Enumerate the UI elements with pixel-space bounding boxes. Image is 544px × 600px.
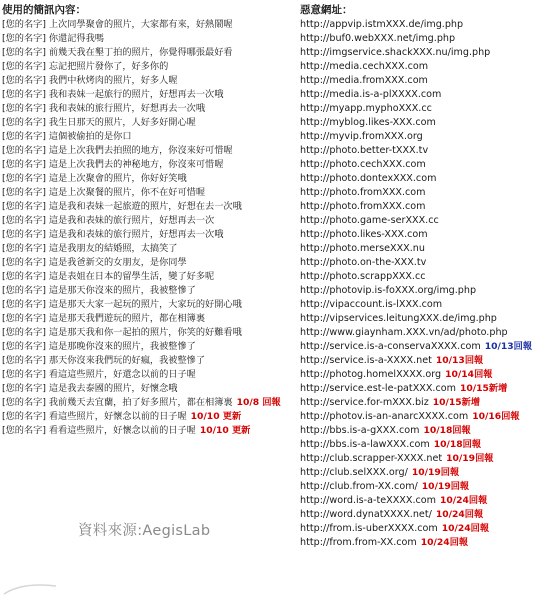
sms-message-text: [您的名字] 這是那天你沒來的照片，我被整慘了	[2, 285, 196, 296]
report-date-note: 10/14回報	[445, 369, 493, 380]
report-date-note: 10/18回報	[433, 439, 482, 450]
sms-message-text: [您的名字] 這個被偷拍的是你口	[2, 131, 132, 142]
malicious-url-row	[300, 536, 544, 550]
malicious-url-text: http://bbs.is-a-gXXX.com	[300, 425, 420, 436]
malicious-url-text: http://service.for-mXXX.biz	[300, 397, 429, 408]
sms-message-text: [您的名字] 這是那天我和你一起拍的照片，你笑的好難看哦	[2, 327, 242, 338]
malicious-url-row	[300, 60, 544, 74]
sms-message-row	[2, 144, 297, 158]
malicious-url-text: http://vipaccount.is-lXXX.com	[300, 299, 443, 310]
malicious-url-row	[300, 452, 544, 466]
sms-message-row	[2, 256, 297, 270]
malicious-url-text: http://vipservices.leitungXXX.de/img.php	[300, 313, 497, 324]
malicious-url-text: http://photo.game-serXXX.cc	[300, 215, 439, 226]
malicious-url-row	[300, 102, 544, 116]
malicious-url-text: http://photo.dontexXXX.com	[300, 173, 437, 184]
sms-message-text: [您的名字] 我和表妹一起旅行的照片，好想再去一次哦	[2, 89, 224, 100]
report-date-note: 10/24回報	[439, 495, 488, 506]
malicious-url-text: http://photo.better-tXXX.tv	[300, 145, 429, 156]
sms-message-text: [您的名字] 這是我和表妹的旅行照片，好想再去一次哦	[2, 229, 224, 240]
sms-message-row	[2, 410, 297, 424]
sms-message-text: [您的名字] 上次同學聚會的照片，大家都有來，好熱鬧喔	[2, 19, 233, 30]
malicious-url-text: http://media.cechXXX.com	[300, 61, 429, 72]
sms-message-row	[2, 326, 297, 340]
malicious-url-text: http://club.selXXX.org/	[300, 467, 408, 478]
malicious-url-row	[300, 144, 544, 158]
sms-message-text: [您的名字] 這是那天我們遊玩的照片，都在相簿裏	[2, 313, 206, 324]
report-date-note: 10/19回報	[421, 481, 470, 492]
malicious-url-row	[300, 74, 544, 88]
sms-message-text: [您的名字] 這是那晚你沒來的照片，我被整慘了	[2, 341, 196, 352]
sms-message-row	[2, 396, 297, 410]
malicious-url-row	[300, 396, 544, 410]
sms-message-text: [您的名字] 忘記把照片發你了，好多你的	[2, 61, 169, 72]
malicious-url-text: http://photo.fromXXX.com	[300, 201, 426, 212]
malicious-url-row	[300, 32, 544, 46]
malicious-url-row	[300, 46, 544, 60]
sms-message-row	[2, 116, 297, 130]
malicious-url-text: http://photo.cechXXX.com	[300, 159, 426, 170]
sms-message-text: [您的名字] 這是我和表妹的旅行照片，好想再去一次	[2, 215, 215, 226]
malicious-url-text: http://photog.homelXXXX.org	[300, 369, 442, 380]
malicious-url-text: http://photo.likes-XXX.com	[300, 229, 428, 240]
malicious-url-text: http://club.scrapper-XXXX.net	[300, 453, 443, 464]
malicious-url-text: http://from.is-uberXXXX.com	[300, 523, 438, 534]
sms-message-text: [您的名字] 這是上次我們去拍照的地方，你沒來好可惜喔	[2, 145, 233, 156]
report-date-note: 10/10 更新	[199, 425, 251, 436]
malicious-url-row	[300, 382, 544, 396]
site-watermark-logo	[2, 580, 58, 598]
sms-content-heading: 使用的簡訊內容：	[2, 4, 86, 16]
report-date-note: 10/10 更新	[190, 411, 242, 422]
malicious-url-text: http://photo.merseXXX.nu	[300, 243, 425, 254]
sms-message-row	[2, 424, 297, 438]
malicious-url-row	[300, 298, 544, 312]
sms-message-row	[2, 354, 297, 368]
sms-message-row	[2, 368, 297, 382]
malicious-url-row	[300, 18, 544, 32]
report-date-note: 10/13回報	[484, 341, 533, 352]
malicious-url-row	[300, 368, 544, 382]
malicious-url-row	[300, 354, 544, 368]
malicious-url-row	[300, 410, 544, 424]
sms-message-row	[2, 102, 297, 116]
watermark-swoosh-icon	[2, 580, 58, 598]
sms-message-text: [您的名字] 我們中秋烤肉的照片，好多人喔	[2, 75, 178, 86]
sms-message-row	[2, 340, 297, 354]
sms-message-text: [您的名字] 你還記得我嗎	[2, 33, 104, 44]
report-date-note: 10/15新增	[459, 383, 508, 394]
malicious-url-text: http://service.est-le-patXXX.com	[300, 383, 456, 394]
malicious-url-row	[300, 340, 544, 354]
sms-message-row	[2, 186, 297, 200]
report-date-note: 10/8 回報	[236, 397, 281, 408]
report-date-note: 10/18回報	[423, 425, 471, 436]
sms-message-row	[2, 60, 297, 74]
malicious-url-row	[300, 480, 544, 494]
sms-message-text: [您的名字] 我前幾天去宜蘭，拍了好多照片，都在相簿裏	[2, 397, 233, 408]
malicious-url-text: http://imgservice.shackXXX.nu/img.php	[300, 47, 491, 58]
malicious-url-row	[300, 200, 544, 214]
malicious-url-text: http://appvip.istmXXX.de/img.php	[300, 19, 464, 30]
malicious-url-text: http://word.dynatXXXX.net/	[300, 509, 432, 520]
sms-message-row	[2, 270, 297, 284]
malicious-url-text: http://myapp.myphoXXX.cc	[300, 103, 432, 114]
malicious-url-text: http://media.fromXXX.com	[300, 75, 428, 86]
malicious-url-text: http://from.from-XX.com	[300, 537, 417, 548]
malicious-url-text: http://media.is-a-plXXXX.com	[300, 89, 442, 100]
sms-message-row	[2, 74, 297, 88]
sms-message-row	[2, 18, 297, 32]
malicious-url-row	[300, 214, 544, 228]
report-date-note: 10/24回報	[441, 523, 490, 534]
sms-message-text: [您的名字] 這是我和表妹一起旅遊的照片，好想在去一次哦	[2, 201, 242, 212]
malicious-url-text: http://myblog.likes-XXX.com	[300, 117, 436, 128]
malicious-url-text: http://photov.is-an-anarcXXXX.com	[300, 411, 469, 422]
malicious-url-text: http://word.is-a-teXXXX.com	[300, 495, 436, 506]
sms-message-text: [您的名字] 這是我去泰國的照片，好懷念哦	[2, 383, 178, 394]
sms-message-text: [您的名字] 這是上次聚會的照片，你好好笑哦	[2, 173, 187, 184]
malicious-url-text: http://service.is-a-conservaXXXX.com	[300, 341, 481, 352]
malicious-url-row	[300, 130, 544, 144]
report-date-note: 10/13回報	[435, 355, 484, 366]
malicious-url-row	[300, 494, 544, 508]
sms-message-text: [您的名字] 這是上次我們去的神秘地方，你沒來可惜喔	[2, 159, 224, 170]
sms-message-row	[2, 242, 297, 256]
sms-message-row	[2, 88, 297, 102]
malicious-url-row	[300, 270, 544, 284]
sms-message-row	[2, 158, 297, 172]
malicious-url-row	[300, 242, 544, 256]
malicious-url-row	[300, 312, 544, 326]
malicious-url-row	[300, 158, 544, 172]
report-date-note: 10/24回報	[435, 509, 484, 520]
sms-message-text: [您的名字] 這是表姐在日本的留學生活，變了好多呢	[2, 271, 215, 282]
sms-message-text: [您的名字] 那天你沒來我們玩的好瘋，我被整慘了	[2, 355, 206, 366]
sms-message-row	[2, 228, 297, 242]
report-date-note: 10/19回報	[411, 467, 460, 478]
data-source-caption: 資料來源:AegisLab	[78, 523, 211, 539]
sms-message-row	[2, 130, 297, 144]
sms-message-text: [您的名字] 這是上次聚餐的照片，你不在好可惜喔	[2, 187, 206, 198]
malicious-url-row	[300, 284, 544, 298]
sms-message-row	[2, 312, 297, 326]
sms-message-row	[2, 284, 297, 298]
malicious-url-text: http://photo.on-the-XXX.tv	[300, 257, 427, 268]
sms-message-text: [您的名字] 前幾天我在墾丁拍的照片，你覺得哪張最好看	[2, 47, 233, 58]
malicious-url-row	[300, 256, 544, 270]
malicious-url-text: http://club.from-XX.com/	[300, 481, 418, 492]
sms-message-text: [您的名字] 我生日那天的照片，人好多好開心喔	[2, 117, 196, 128]
sms-message-text: [您的名字] 這是我朋友的結婚照，太搞笑了	[2, 243, 178, 254]
sms-message-row	[2, 46, 297, 60]
malicious-url-row	[300, 522, 544, 536]
malicious-url-row	[300, 228, 544, 242]
sms-message-row	[2, 382, 297, 396]
malicious-url-text: http://buf0.webXXX.net/img.php	[300, 33, 456, 44]
sms-content-column	[2, 2, 297, 438]
sms-message-text: [您的名字] 看這些照片，好懷念以前的日子喔	[2, 411, 187, 422]
malicious-url-text: http://photovip.is-foXXX.org/img.php	[300, 285, 477, 296]
report-date-note: 10/15新增	[432, 397, 481, 408]
sms-message-text: [您的名字] 看看這些照片，好懷念以前的日子喔	[2, 425, 196, 436]
malicious-url-row	[300, 172, 544, 186]
malicious-url-row	[300, 186, 544, 200]
malicious-url-text: http://service.is-a-XXXX.net	[300, 355, 432, 366]
sms-message-row	[2, 32, 297, 46]
malicious-url-text: http://bbs.is-a-lawXXX.com	[300, 439, 430, 450]
malicious-url-row	[300, 438, 544, 452]
malicious-url-row	[300, 88, 544, 102]
sms-message-text: [您的名字] 看這這些照片，好還念以前的日子喔	[2, 369, 196, 380]
report-date-note: 10/24回報	[420, 537, 469, 548]
malicious-url-text: http://myvip.fromXXX.org	[300, 131, 423, 142]
malicious-url-row	[300, 466, 544, 480]
malicious-url-text: http://www.giaynham.XXX.vn/ad/photo.php	[300, 327, 508, 338]
malicious-url-heading: 惡意網址：	[300, 4, 353, 16]
sms-content-list	[2, 18, 297, 438]
malicious-url-row	[300, 508, 544, 522]
malicious-url-text: http://photo.scrappXXX.cc	[300, 271, 426, 282]
malicious-url-list	[300, 18, 544, 550]
sms-message-row	[2, 214, 297, 228]
malicious-url-row	[300, 116, 544, 130]
report-date-note: 10/16回報	[472, 411, 520, 422]
malicious-url-text: http://photo.fromXXX.com	[300, 187, 426, 198]
malicious-url-row	[300, 424, 544, 438]
sms-message-row	[2, 172, 297, 186]
sms-message-text: [您的名字] 這是那天大家一起玩的照片，大家玩的好開心哦	[2, 299, 242, 310]
sms-message-row	[2, 298, 297, 312]
sms-message-text: [您的名字] 這是我爸新交的女朋友，是你同學	[2, 257, 187, 268]
malicious-url-row	[300, 326, 544, 340]
sms-message-text: [您的名字] 我和表妹的旅行照片，好想再去一次哦	[2, 103, 206, 114]
sms-message-row	[2, 200, 297, 214]
malicious-url-column	[300, 2, 544, 550]
report-date-note: 10/19回報	[446, 453, 494, 464]
